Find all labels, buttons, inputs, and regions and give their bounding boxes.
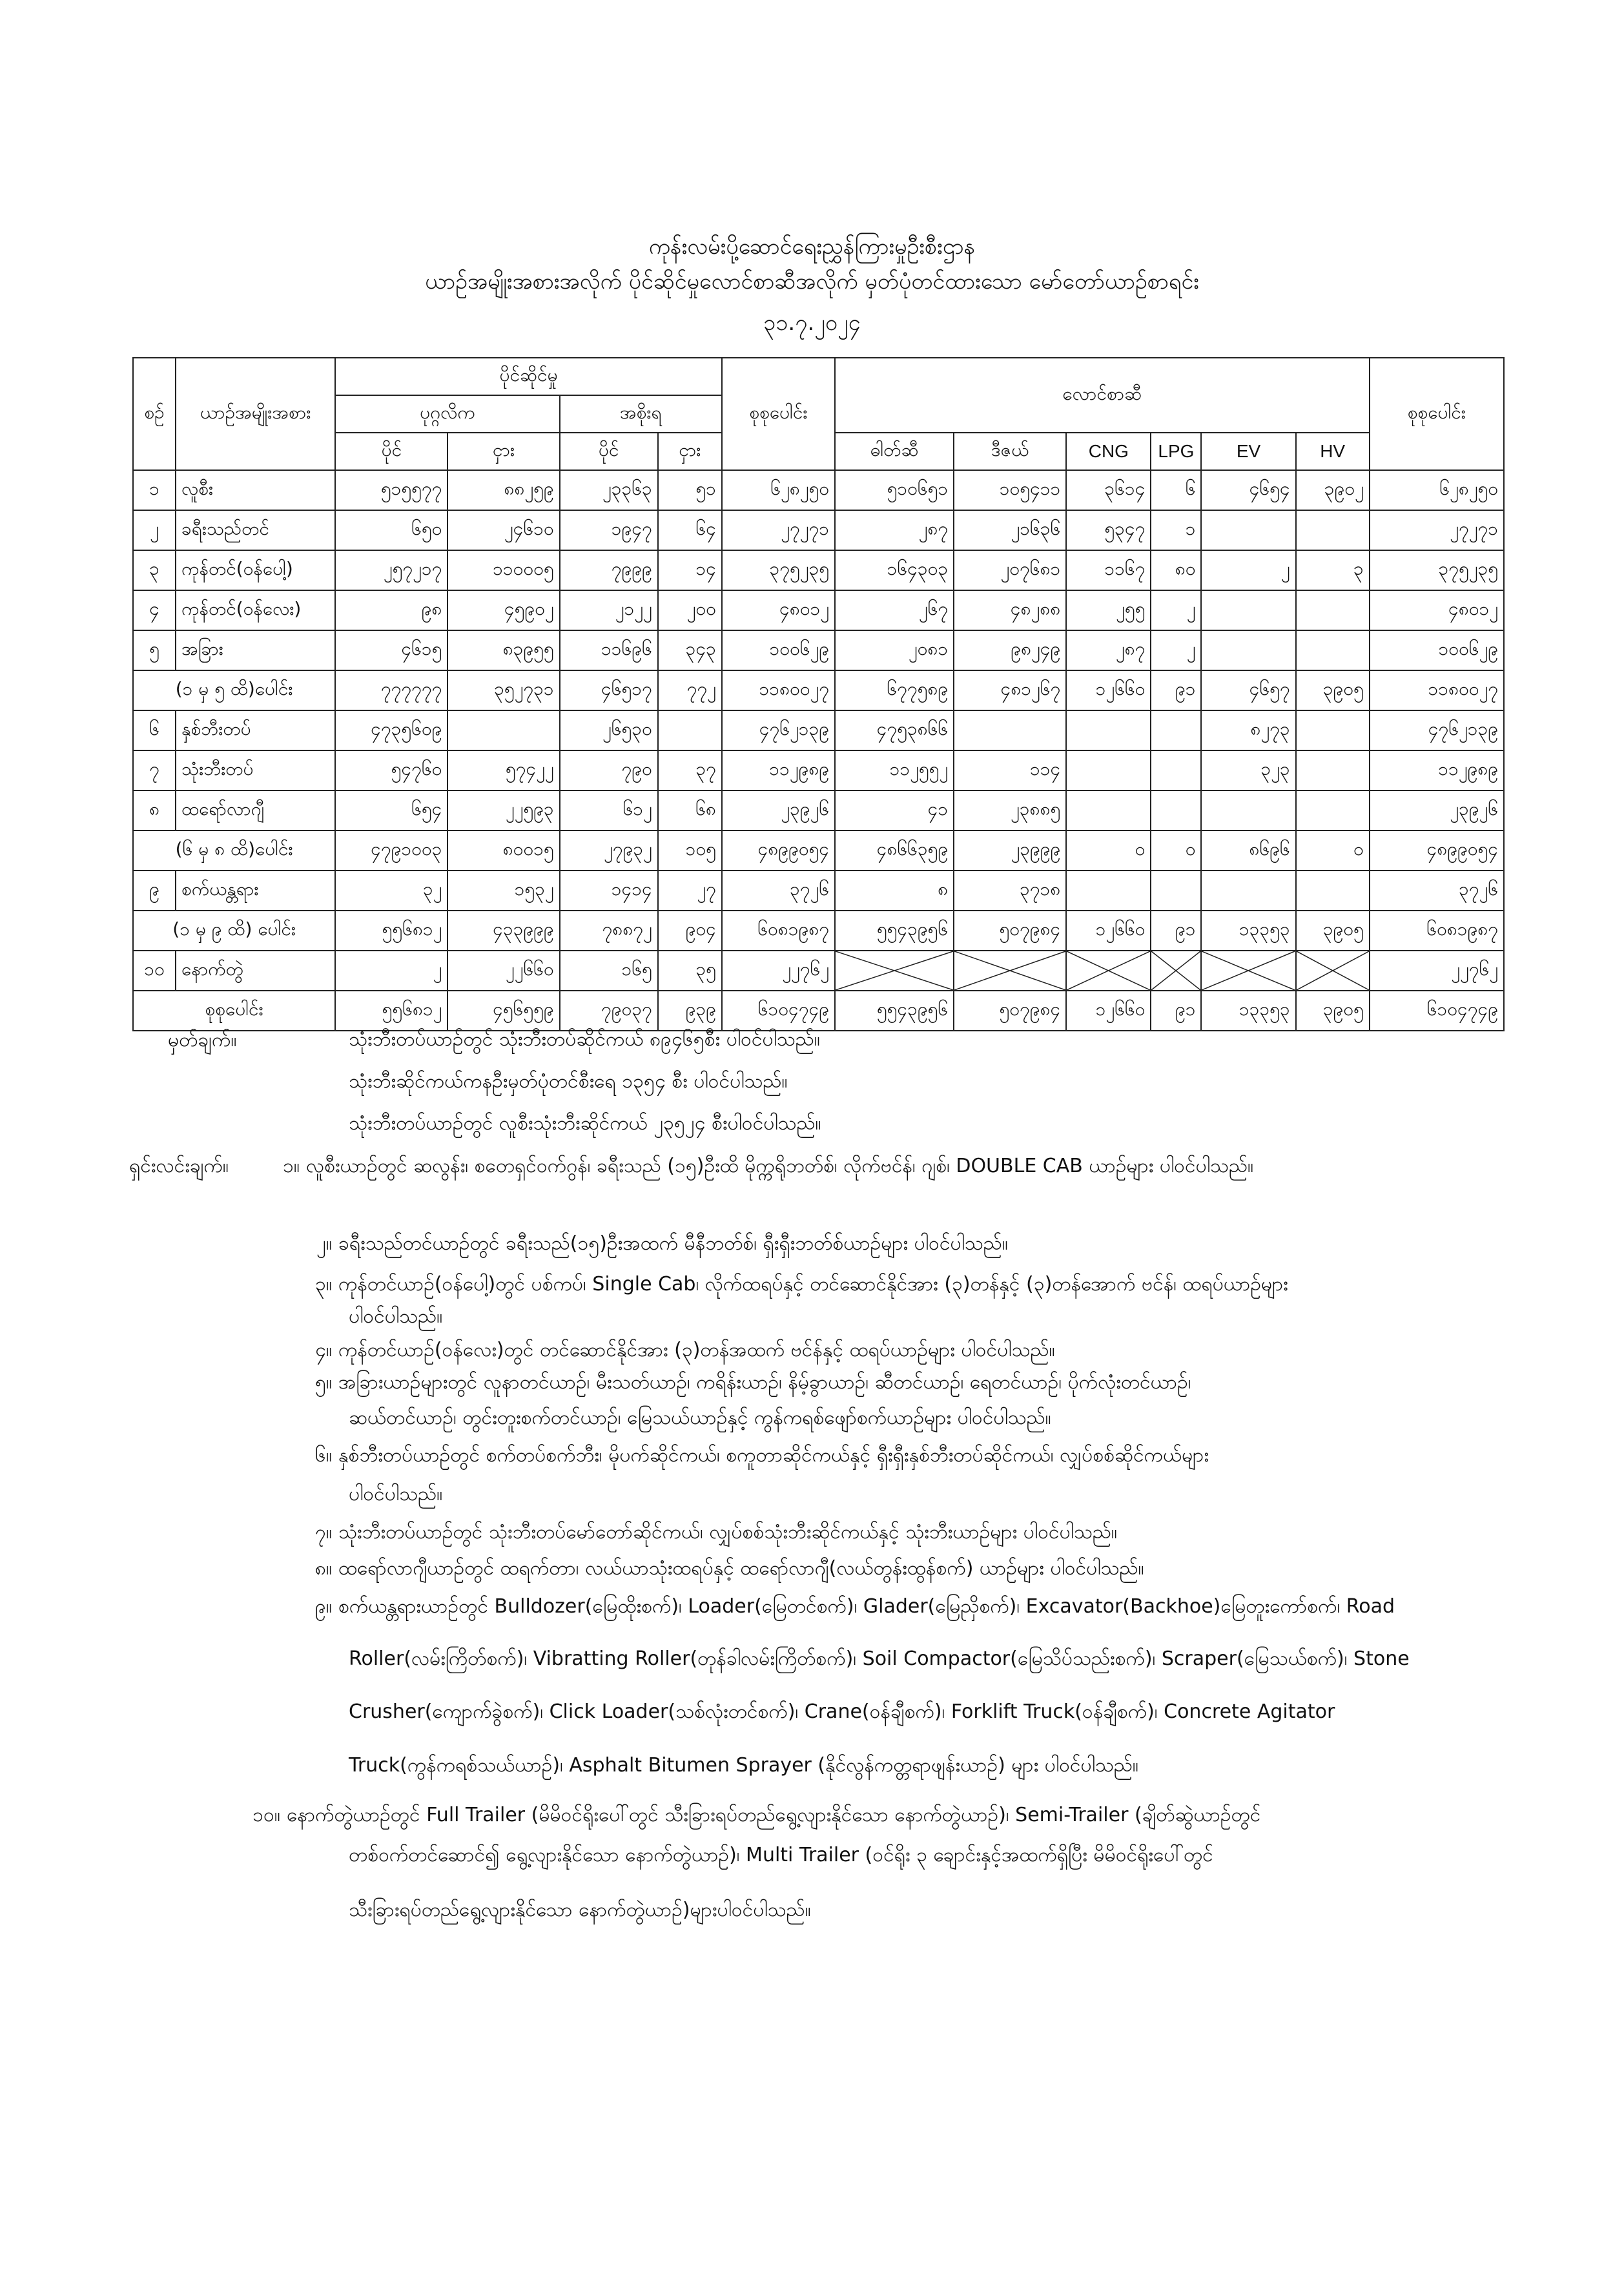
- header-sn: စဉ်: [133, 358, 176, 470]
- explanation-item: [245, 1153, 1253, 1182]
- table-cell: ၄၈၂၈၈: [954, 590, 1066, 630]
- table-cell: ၆၈: [658, 790, 722, 831]
- table-cell: ၄၆၅၁၇: [560, 670, 658, 710]
- header-cng: CNG: [1066, 433, 1151, 470]
- table-cell: ၁၁၈၀၀၂၇: [722, 670, 835, 710]
- row-number: ၈: [133, 790, 176, 831]
- table-row: [133, 710, 1504, 750]
- explanation-text: နှစ်ဘီးတပ်ယာဉ်တွင် စက်တပ်စက်ဘီး၊ မိုပက်ဆိုင်ကယ်၊ စကူတာဆိုင်ကယ်နှင့် ရှီးရှီးနှစ်ဘီးတပ်ဆိုင်ကယ်၊ လျှပ်စစ်ဆိုင်ကယ်များ: [338, 1444, 1209, 1467]
- table-cell: [1296, 790, 1370, 831]
- explanation-text: သီးခြားရပ်တည်ရွေ့လျားနိုင်သော နောက်တွဲယာဉ်)များပါဝင်ပါသည်။: [349, 1899, 811, 1921]
- explanation-text: နောက်တွဲယာဉ်တွင် Full Trailer (မိမိဝင်ရိုးပေါ်တွင် သီးခြားရပ်တည်ရွေ့လျားနိုင်သော နောက်တွဲယာဉ်)၊ Semi-Trailer (ချိတ်ဆွဲယာဉ်တွင်: [287, 1804, 1261, 1826]
- explanation-number: ၃။: [315, 1273, 332, 1295]
- table-cell: ၁၀၀၆၂၉: [722, 630, 835, 670]
- row-number: ၅: [133, 630, 176, 670]
- table-cell: ၅၀၇၉၈၄: [954, 991, 1066, 1031]
- explanation-text: စက်ယန္တရားယာဉ်တွင် Bulldozer(မြေထိုးစက်)၊ Loader(မြေတင်စက်)၊ Glader(မြေညှိစက်)၊ Excavator(Backhoe)မြေတူးကော်စက်၊ Road: [338, 1595, 1395, 1618]
- table-cell: ၂: [1151, 630, 1201, 670]
- explanation-item: [278, 1555, 1144, 1584]
- table-cell: ၁၁၆၉၆: [560, 630, 658, 670]
- table-cell: ၃၄၃: [658, 630, 722, 670]
- explanation-number: ၁၀။: [252, 1804, 280, 1826]
- explanation-text: ပါဝင်ပါသည်။: [349, 1305, 443, 1328]
- table-cell: ၉၁: [1151, 670, 1201, 710]
- explanation-item: [278, 1230, 1008, 1259]
- table-cell: ၂၆၇: [835, 590, 954, 630]
- table-cell: ၂၀၇၆၈၁: [954, 550, 1066, 590]
- explanation-label: ရှင်းလင်းချက်။: [129, 1155, 229, 1177]
- header-private-rented: ငှား: [447, 433, 559, 470]
- table-cell: ၉၀၄: [658, 911, 722, 951]
- table-cell: ၁၄၁၄: [560, 871, 658, 911]
- explanation-item: [278, 1337, 1055, 1366]
- row-label: စက်ယန္တရား: [176, 871, 335, 911]
- row-number: ၄: [133, 590, 176, 630]
- table-cell: ၂၃၉၉၉: [954, 831, 1066, 871]
- row-label: (၁ မှ ၉ ထိ) ပေါင်း: [133, 911, 335, 951]
- table-cell: ၁၁၂၉၈၉: [1370, 750, 1504, 790]
- table-cell: [1066, 750, 1151, 790]
- explanation-text: အခြားယာဉ်များတွင် လူနာတင်ယာဉ်၊ မီးသတ်ယာဉ်၊ ကရိန်းယာဉ်၊ နိမ့်ခွာယာဉ်၊ ဆီတင်ယာဉ်၊ ရေတင်ယာဉ်၊ ပိုက်လုံးတင်ယာဉ်၊: [338, 1371, 1191, 1394]
- table-cell: ၂၇၂၇၁: [722, 510, 835, 550]
- table-cell: ၅၅၄၃၉၅၆: [835, 991, 954, 1031]
- table-cell: ၂: [1151, 590, 1201, 630]
- explanation-item: [278, 1369, 1191, 1398]
- table-cell: ၂၃၃၆၃: [560, 470, 658, 510]
- row-label: နှစ်ဘီးတပ်: [176, 710, 335, 750]
- table-cell: ၄၈၀၁၂: [1370, 590, 1504, 630]
- table-cell: ၃၇: [658, 750, 722, 790]
- table-cell: ၁၉၄၇: [560, 510, 658, 550]
- header-government: အစိုးရ: [560, 395, 722, 433]
- table-cell: ၂၁၂၂: [560, 590, 658, 630]
- table-cell: [447, 710, 559, 750]
- table-cell: ၃၉၀၅: [1296, 991, 1370, 1031]
- crossed-cell: [1296, 951, 1370, 991]
- table-cell: [1066, 871, 1151, 911]
- table-cell: ၃၂၃: [1201, 750, 1295, 790]
- table-cell: ၁၄: [658, 550, 722, 590]
- table-row: [133, 470, 1504, 510]
- table-cell: ၁၆၅: [560, 951, 658, 991]
- vehicle-registration-table: [132, 357, 1505, 1031]
- remark-line: သုံးဘီးတပ်ယာဉ်တွင် သုံးဘီးတပ်ဆိုင်ကယ် ၈၉၄၆၅စီး ပါဝင်ပါသည်။: [349, 1028, 820, 1051]
- table-row: [133, 750, 1504, 790]
- table-cell: ၄၇၅၃၈၆၆: [835, 710, 954, 750]
- table-body: [133, 470, 1504, 1031]
- row-label: လူစီး: [176, 470, 335, 510]
- table-cell: ၂၀၀: [658, 590, 722, 630]
- header-total-fuel: စုစုပေါင်း: [1370, 358, 1504, 470]
- table-cell: ၈: [835, 871, 954, 911]
- table-cell: ၁၁၆၇: [1066, 550, 1151, 590]
- table-cell: [1066, 790, 1151, 831]
- table-cell: ၃၆၁၄: [1066, 470, 1151, 510]
- table-cell: ၃၇၅၂၃၅: [1370, 550, 1504, 590]
- header-petrol: ဓါတ်ဆီ: [835, 433, 954, 470]
- table-cell: [1296, 630, 1370, 670]
- header-lpg: LPG: [1151, 433, 1201, 470]
- remark-line: သုံးဘီးတပ်ယာဉ်တွင် လူစီးသုံးဘီးဆိုင်ကယ် ၂၃၅၂၄ စီးပါဝင်ပါသည်။: [349, 1112, 821, 1135]
- table-cell: ၄၇၆၂၁၃၉: [1370, 710, 1504, 750]
- table-cell: ၄၈၀၁၂: [722, 590, 835, 630]
- table-cell: ၂၇၉၃၂: [560, 831, 658, 871]
- table-cell: ၄၈၁၂၆၇: [954, 670, 1066, 710]
- table-cell: ၄၈၆၆၃၅၉: [835, 831, 954, 871]
- header-fuel: လောင်စာဆီ: [835, 358, 1370, 433]
- header-gov-owned: ပိုင်: [560, 433, 658, 470]
- header-private: ပုဂ္ဂလိက: [335, 395, 559, 433]
- table-cell: ၂၃၉၂၆: [722, 790, 835, 831]
- table-cell: ၁၁၈၀၀၂၇: [1370, 670, 1504, 710]
- table-cell: ၆၁၂: [560, 790, 658, 831]
- table-cell: ၄၆၅၄: [1201, 470, 1295, 510]
- table-cell: [1296, 510, 1370, 550]
- table-cell: ၃၇၅၂၃၅: [722, 550, 835, 590]
- table-cell: ၁၃၃၅၃: [1201, 911, 1295, 951]
- table-cell: ၂၃၉၂၆: [1370, 790, 1504, 831]
- explanation-number: ၂။: [316, 1232, 332, 1255]
- table-cell: ၂၆၅၃၀: [560, 710, 658, 750]
- row-label: စုစုပေါင်း: [133, 991, 335, 1031]
- table-cell: ၅၁: [658, 470, 722, 510]
- explanation-item: [349, 1481, 442, 1510]
- header-ev: EV: [1201, 433, 1295, 470]
- table-cell: ၅၁၅၅၇၇: [335, 470, 447, 510]
- row-number: ၁၀: [133, 951, 176, 991]
- explanation-text: တစ်ဝက်တင်ဆောင်၍ ရွေ့လျားနိုင်သော နောက်တွဲယာဉ်)၊ Multi Trailer (ဝင်ရိုး ၃ ချောင်းနှင့်အထက်ရှိပြီး မိမိဝင်ရိုးပေါ်တွင်: [349, 1844, 1213, 1866]
- table-cell: [1201, 590, 1295, 630]
- table-cell: ၃၅: [658, 951, 722, 991]
- table-cell: ၆၄: [658, 510, 722, 550]
- explanation-item: [349, 1897, 811, 1926]
- header-diesel: ဒီဇယ်: [954, 433, 1066, 470]
- header-gov-rented: ငှား: [658, 433, 722, 470]
- explanation-number: ၉။: [315, 1595, 332, 1618]
- table-cell: ၉၁: [1151, 991, 1201, 1031]
- table-cell: [1151, 750, 1201, 790]
- explanation-item: [278, 1442, 1209, 1471]
- table-cell: ၆၇၇၅၈၉: [835, 670, 954, 710]
- row-label: ထရော်လာဂျီ: [176, 790, 335, 831]
- table-cell: [1151, 790, 1201, 831]
- table-cell: ၆၁၀၄၇၄၉: [1370, 991, 1504, 1031]
- table-row: [133, 991, 1504, 1031]
- table-cell: ၃၉၀၅: [1296, 911, 1370, 951]
- row-label: (၆ မှ ၈ ထိ)ပေါင်း: [133, 831, 335, 871]
- explanation-item: [349, 1405, 1051, 1434]
- table-row: [133, 871, 1504, 911]
- table-cell: ၆၂၈၂၅၀: [722, 470, 835, 510]
- table-cell: ၂၄၆၁၀: [447, 510, 559, 550]
- explanation-text: Truck(ကွန်ကရစ်သယ်ယာဉ်)၊ Asphalt Bitumen Sprayer (နိုင်လွန်ကတ္တရာဖျန်းယာဉ်) များ ပါဝင်ပါသည်။: [349, 1754, 1138, 1777]
- table-cell: [1151, 710, 1201, 750]
- table-cell: ၃: [1296, 550, 1370, 590]
- row-label: ကုန်တင်(ဝန်လေး): [176, 590, 335, 630]
- table-cell: ၂၅၅: [1066, 590, 1151, 630]
- table-cell: ၃၇၂၆: [1370, 871, 1504, 911]
- header-total: စုစုပေါင်း: [722, 358, 835, 470]
- table-cell: [1296, 590, 1370, 630]
- explanation-item: [278, 1593, 1395, 1622]
- crossed-cell: [1066, 951, 1151, 991]
- table-cell: ၂၅၇၂၁၇: [335, 550, 447, 590]
- table-cell: ၄၃၃၉၉၉: [447, 911, 559, 951]
- row-number: ၁: [133, 470, 176, 510]
- table-cell: ၁၂၆၆၀: [1066, 991, 1151, 1031]
- table-cell: ၁၃၃၅၃: [1201, 991, 1295, 1031]
- table-cell: [1296, 710, 1370, 750]
- table-cell: ၄၈၉၉၀၅၄: [1370, 831, 1504, 871]
- explanation-item: [349, 1303, 442, 1332]
- table-cell: ၅၅၆၈၁၂: [335, 991, 447, 1031]
- table-cell: ၃၉၀၅: [1296, 670, 1370, 710]
- table-cell: ၂၃၈၈၅: [954, 790, 1066, 831]
- table-cell: ၈၆၉၆: [1201, 831, 1295, 871]
- table-cell: ၂၇၂၇၁: [1370, 510, 1504, 550]
- table-cell: ၁၅၃၂: [447, 871, 559, 911]
- explanation-text: သုံးဘီးတပ်ယာဉ်တွင် သုံးဘီးတပ်မော်တော်ဆိုင်ကယ်၊ လျှပ်စစ်သုံးဘီးဆိုင်ကယ်နှင့် သုံးဘီးယာဉ်များ ပါဝင်ပါသည်။: [338, 1521, 1117, 1543]
- table-cell: ၁၁၄: [954, 750, 1066, 790]
- table-row: [133, 630, 1504, 670]
- remark-line: သုံးဘီးဆိုင်ကယ်ကနဦးမှတ်ပုံတင်စီးရေ ၁၃၅၄ စီး ပါဝင်ပါသည်။: [349, 1070, 788, 1093]
- explanation-number: ၅။: [315, 1371, 332, 1394]
- header-private-owned: ပိုင်: [335, 433, 447, 470]
- explanation-text: ဆယ်တင်ယာဉ်၊ တွင်းတူးစက်တင်ယာဉ်၊ မြေသယ်ယာဉ်နှင့် ကွန်ကရစ်ဖျော်စက်ယာဉ်များ ပါဝင်ပါသည်။: [349, 1407, 1051, 1429]
- explanation-text: ပါဝင်ပါသည်။: [349, 1483, 443, 1505]
- explanation-text: Roller(လမ်းကြိတ်စက်)၊ Vibratting Roller(တုန်ခါလမ်းကြိတ်စက်)၊ Soil Compactor(မြေသိပ်သည်းစက်)၊ Scraper(မြေသယ်စက်)၊ Stone: [349, 1647, 1410, 1670]
- table-cell: ၁၀၅: [658, 831, 722, 871]
- row-label: အခြား: [176, 630, 335, 670]
- table-cell: ၂၇: [658, 871, 722, 911]
- table-cell: ၉၃၉: [658, 991, 722, 1031]
- table-cell: ၄၈၉၉၀၅၄: [722, 831, 835, 871]
- table-cell: ၁၁၀၀၀၅: [447, 550, 559, 590]
- table-cell: ၉၈: [335, 590, 447, 630]
- explanation-number: ၈။: [314, 1557, 332, 1580]
- table-cell: ၇၇၇၇၇၇: [335, 670, 447, 710]
- table-cell: ၇၇၂: [658, 670, 722, 710]
- table-row: [133, 590, 1504, 630]
- table-cell: ၁၂၆၆၀: [1066, 911, 1151, 951]
- table-row: [133, 831, 1504, 871]
- table-cell: ၅၅၄၃၉၅၆: [835, 911, 954, 951]
- table-cell: ၁၂၆၆၀: [1066, 670, 1151, 710]
- table-cell: [1201, 790, 1295, 831]
- table-cell: ၅၀၇၉၈၄: [954, 911, 1066, 951]
- row-number: ၆: [133, 710, 176, 750]
- crossed-cell: [1151, 951, 1201, 991]
- table-cell: ၈၀: [1151, 550, 1201, 590]
- explanation-number: ၆။: [315, 1444, 332, 1467]
- table-cell: ၂၂၅၉၃: [447, 790, 559, 831]
- table-cell: ၇၉၀၃၇: [560, 991, 658, 1031]
- table-row: [133, 951, 1504, 991]
- table-cell: ၆၂၈၂၅၀: [1370, 470, 1504, 510]
- crossed-cell: [835, 951, 954, 991]
- explanation-item: [278, 1271, 1288, 1300]
- explanation-number: ၁။: [283, 1155, 300, 1177]
- table-cell: ၅၇၄၂၂: [447, 750, 559, 790]
- table-cell: ၈၈၂၅၉: [447, 470, 559, 510]
- table-cell: ၂: [335, 951, 447, 991]
- table-cell: ၇၈၈၇၂: [560, 911, 658, 951]
- row-label: (၁ မှ ၅ ထိ)ပေါင်း: [133, 670, 335, 710]
- table-cell: [658, 710, 722, 750]
- explanation-text: ထရော်လာဂျီယာဉ်တွင် ထရက်တာ၊ လယ်ယာသုံးထရပ်နှင့် ထရော်လာဂျီ(လယ်တွန်းထွန်စက်) ယာဉ်များ ပါဝင်ပါသည်။: [338, 1557, 1144, 1580]
- table-cell: ၅၃၄၇: [1066, 510, 1151, 550]
- row-number: ၇: [133, 750, 176, 790]
- table-cell: ၃၇၂၆: [722, 871, 835, 911]
- table-cell: ၆၀၈၁၉၈၇: [722, 911, 835, 951]
- table-cell: ၂: [1201, 550, 1295, 590]
- table-cell: ၁၀၀၆၂၉: [1370, 630, 1504, 670]
- table-cell: ၂၂၇၆၂: [722, 951, 835, 991]
- table-cell: ၁၁၂၅၅၂: [835, 750, 954, 790]
- explanation-text: လူစီးယာဉ်တွင် ဆလွန်း၊ စတေရှင်ဝက်ဂွန်၊ ခရီးသည် (၁၅)ဦးထိ မိုက္ကရိုဘတ်စ်၊ လိုက်ဗင်န်၊ ဂျစ်၊ DOUBLE CAB ယာဉ်များ ပါဝင်ပါသည်။: [306, 1155, 1254, 1177]
- crossed-cell: [1201, 951, 1295, 991]
- table-cell: ၅၁၀၆၅၁: [835, 470, 954, 510]
- row-label: ကုန်တင်(ဝန်ပေါ့): [176, 550, 335, 590]
- table-cell: ၂၁၆၃၆: [954, 510, 1066, 550]
- table-cell: ၃၉၀၂: [1296, 470, 1370, 510]
- row-label: နောက်တွဲ: [176, 951, 335, 991]
- table-cell: ၆၅၀: [335, 510, 447, 550]
- table-cell: ၁၁၂၉၈၉: [722, 750, 835, 790]
- table-cell: ၂၂၆၆၀: [447, 951, 559, 991]
- table-cell: [1296, 871, 1370, 911]
- table-cell: ၆၅၄: [335, 790, 447, 831]
- table-cell: ၅၄၇၆၀: [335, 750, 447, 790]
- explanation-item: [349, 1752, 1138, 1781]
- row-number: ၂: [133, 510, 176, 550]
- explanation-number: ၄။: [315, 1339, 332, 1361]
- table-cell: ၇၉၀: [560, 750, 658, 790]
- report-date: ၃၁.၇.၂၀၂၄: [763, 310, 861, 336]
- explanation-item: [349, 1842, 1213, 1871]
- header-hv: HV: [1296, 433, 1370, 470]
- explanation-text: Crusher(ကျောက်ခွဲစက်)၊ Click Loader(သစ်လုံးတင်စက်)၊ Crane(ဝန်ချီစက်)၊ Forklift Truck(ဝန်ချီစက်)၊ Concrete Agitator: [349, 1700, 1335, 1723]
- row-number: ၃: [133, 550, 176, 590]
- table-cell: ၄၅၆၅၅၉: [447, 991, 559, 1031]
- table-cell: ၆: [1151, 470, 1201, 510]
- table-cell: ၄၅၉၀၂: [447, 590, 559, 630]
- table-cell: ၈၀၀၁၅: [447, 831, 559, 871]
- table-cell: [1066, 710, 1151, 750]
- explanation-text: ကုန်တင်ယာဉ်(ဝန်ပေါ့)တွင် ပစ်ကပ်၊ Single Cab၊ လိုက်ထရပ်နှင့် တင်ဆောင်နိုင်အား (၃)တန်နှင့် (၃)တန်အောက် ဗင်န်၊ ထရပ်ယာဉ်များ: [338, 1273, 1288, 1295]
- row-label: သုံးဘီးတပ်: [176, 750, 335, 790]
- table-cell: [1201, 871, 1295, 911]
- table-cell: ၄၇၃၅၆၀၉: [335, 710, 447, 750]
- table-cell: ၇၉၉၉: [560, 550, 658, 590]
- table-cell: ၄၆၁၅: [335, 630, 447, 670]
- table-cell: ၀: [1066, 831, 1151, 871]
- table-cell: ၃၅၂၇၃၁: [447, 670, 559, 710]
- table-cell: ၂၈၇: [835, 510, 954, 550]
- table-cell: ၈၃၉၅၅: [447, 630, 559, 670]
- table-cell: ၄၇၉၁၀၀၃: [335, 831, 447, 871]
- explanation-item: [278, 1519, 1117, 1548]
- header-vehicle-type: ယာဉ်အမျိုးအစား: [176, 358, 335, 470]
- table-cell: ၄၇၆၂၁၃၉: [722, 710, 835, 750]
- table-cell: ၂၀၈၁: [835, 630, 954, 670]
- explanation-item: [349, 1698, 1335, 1728]
- table-cell: ၃၇၁၈: [954, 871, 1066, 911]
- table-cell: ၀: [1151, 831, 1201, 871]
- remarks-label: မှတ်ချက်။: [168, 1029, 237, 1051]
- table-cell: [954, 710, 1066, 750]
- table-cell: ၉၈၂၄၉: [954, 630, 1066, 670]
- table-row: [133, 911, 1504, 951]
- explanation-item: [226, 1802, 1260, 1831]
- table-cell: ၆၁၀၄၇၄၉: [722, 991, 835, 1031]
- table-cell: ၁: [1151, 510, 1201, 550]
- table-cell: [1151, 871, 1201, 911]
- header-ownership: ပိုင်ဆိုင်မှု: [335, 358, 722, 395]
- table-cell: ၀: [1296, 831, 1370, 871]
- table-cell: ၆၀၈၁၉၈၇: [1370, 911, 1504, 951]
- explanation-text: ခရီးသည်တင်ယာဉ်တွင် ခရီးသည်(၁၅)ဦးအထက် မီနီဘတ်စ်၊ ရှီးရှီးဘတ်စ်ယာဉ်များ ပါဝင်ပါသည်။: [338, 1232, 1008, 1255]
- table-cell: [1201, 630, 1295, 670]
- table-cell: ၄၆၅၇: [1201, 670, 1295, 710]
- table-cell: ၁၆၄၃၀၃: [835, 550, 954, 590]
- explanation-item: [349, 1646, 1410, 1675]
- table-row: [133, 670, 1504, 710]
- table-cell: ၃၂: [335, 871, 447, 911]
- table-cell: ၂၈၇: [1066, 630, 1151, 670]
- table-row: [133, 510, 1504, 550]
- table-cell: ၁၀၅၄၁၁: [954, 470, 1066, 510]
- table-cell: ၂၂၇၆၂: [1370, 951, 1504, 991]
- table-cell: ၉၁: [1151, 911, 1201, 951]
- table-cell: ၄၁: [835, 790, 954, 831]
- table-cell: ၈၂၇၃: [1201, 710, 1295, 750]
- crossed-cell: [954, 951, 1066, 991]
- row-number: ၉: [133, 871, 176, 911]
- report-title: ကုန်းလမ်းပို့ဆောင်ရေးညွှန်ကြားမှုဦးစီးဌာန: [648, 234, 976, 260]
- explanation-number: ၇။: [315, 1521, 332, 1543]
- table-cell: ၅၅၆၈၁၂: [335, 911, 447, 951]
- table-cell: [1201, 510, 1295, 550]
- table-row: [133, 550, 1504, 590]
- row-label: ခရီးသည်တင်: [176, 510, 335, 550]
- table-cell: [1296, 750, 1370, 790]
- report-subtitle: ယာဉ်အမျိုးအစားအလိုက် ပိုင်ဆိုင်မှုလောင်စာဆီအလိုက် မှတ်ပုံတင်ထားသော မော်တော်ယာဉ်စာရင်း: [425, 269, 1199, 294]
- table-row: [133, 790, 1504, 831]
- explanation-text: ကုန်တင်ယာဉ်(ဝန်လေး)တွင် တင်ဆောင်နိုင်အား (၃)တန်အထက် ဗင်န်နှင့် ထရပ်ယာဉ်များ ပါဝင်ပါသည်။: [338, 1339, 1055, 1361]
